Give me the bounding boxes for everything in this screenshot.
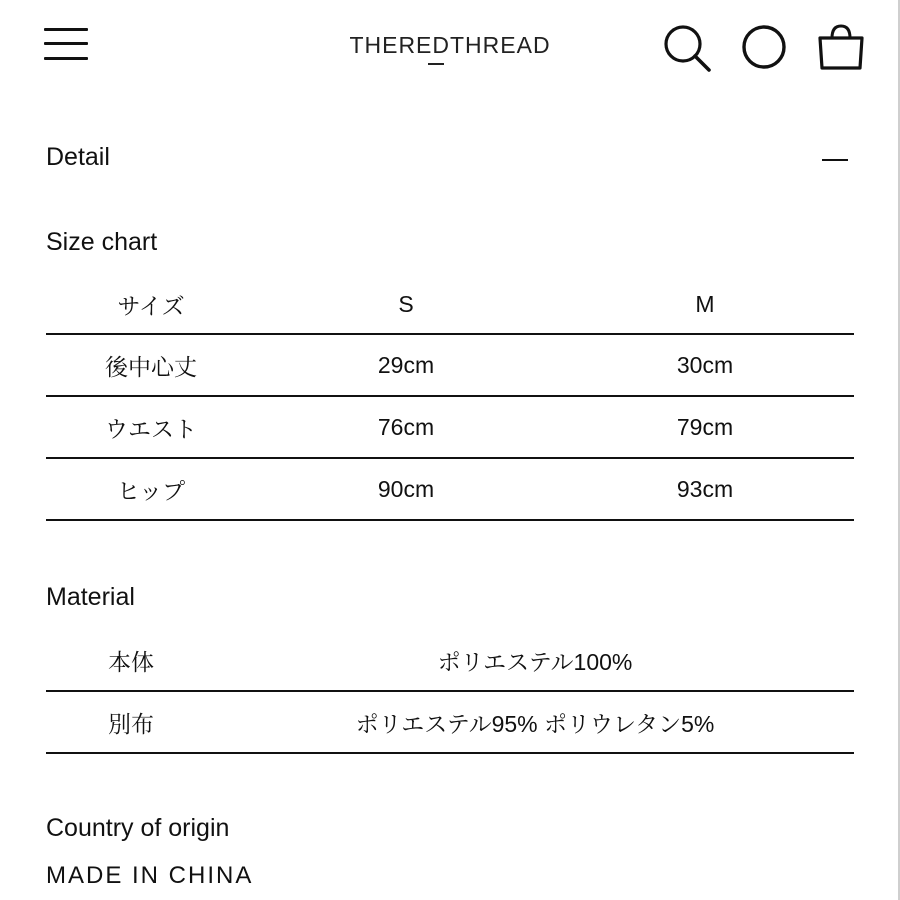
table-row <box>46 691 854 753</box>
size-header-s: S <box>256 275 556 334</box>
material-table <box>46 630 854 754</box>
table-row <box>46 334 854 396</box>
size-s-value: 29cm <box>256 334 556 396</box>
account-icon[interactable] <box>738 22 790 74</box>
size-m-value: 93cm <box>556 458 854 520</box>
material-part-label: 本体 <box>46 630 216 691</box>
size-s-value: 90cm <box>256 458 556 520</box>
material-heading: Material <box>46 583 135 611</box>
detail-heading: Detail <box>46 143 110 171</box>
site-header <box>0 0 900 95</box>
table-row <box>46 396 854 458</box>
size-s-value: 76cm <box>256 396 556 458</box>
size-chart-header-row <box>46 275 854 334</box>
size-header-label: サイズ <box>46 275 256 334</box>
size-chart-table <box>46 275 854 521</box>
row-label: 後中心丈 <box>46 334 256 396</box>
material-composition: ポリエステル100% <box>216 630 854 691</box>
table-row <box>46 458 854 520</box>
logo-underline <box>428 63 444 65</box>
minus-icon[interactable] <box>820 147 850 173</box>
size-header-m: M <box>556 275 854 334</box>
row-label: ヒップ <box>46 458 256 520</box>
table-row <box>46 630 854 691</box>
origin-value: MADE IN CHINA <box>46 862 254 889</box>
material-composition: ポリエステル95% ポリウレタン5% <box>216 691 854 753</box>
origin-heading: Country of origin <box>46 814 230 842</box>
size-chart-heading: Size chart <box>46 228 158 256</box>
hamburger-menu-icon[interactable] <box>44 26 90 62</box>
search-icon[interactable] <box>660 22 712 74</box>
shopping-bag-icon[interactable] <box>814 22 866 74</box>
material-part-label: 別布 <box>46 691 216 753</box>
size-m-value: 30cm <box>556 334 854 396</box>
size-m-value: 79cm <box>556 396 854 458</box>
brand-logo[interactable]: THEREDTHREAD <box>349 32 551 58</box>
row-label: ウエスト <box>46 396 256 458</box>
